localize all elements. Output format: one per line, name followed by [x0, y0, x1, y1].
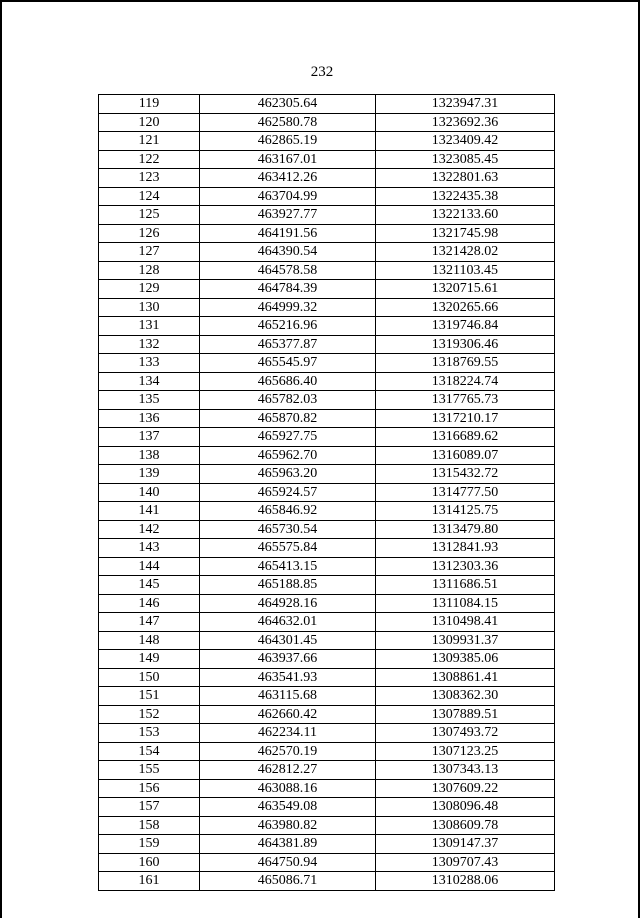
x-coordinate-cell: 464191.56 [200, 224, 376, 243]
y-coordinate-cell: 1307889.51 [376, 705, 555, 724]
point-number-cell: 142 [99, 520, 200, 539]
point-number-cell: 159 [99, 835, 200, 854]
point-number-cell: 131 [99, 317, 200, 336]
x-coordinate-cell: 465575.84 [200, 539, 376, 558]
point-number-cell: 152 [99, 705, 200, 724]
point-number-cell: 125 [99, 206, 200, 225]
table-row [99, 779, 555, 798]
point-number-cell: 139 [99, 465, 200, 484]
y-coordinate-cell: 1309385.06 [376, 650, 555, 669]
point-number-cell: 147 [99, 613, 200, 632]
y-coordinate-cell: 1311084.15 [376, 594, 555, 613]
table-row [99, 317, 555, 336]
table-row [99, 465, 555, 484]
x-coordinate-cell: 465924.57 [200, 483, 376, 502]
x-coordinate-cell: 463980.82 [200, 816, 376, 835]
point-number-cell: 124 [99, 187, 200, 206]
table-row [99, 409, 555, 428]
x-coordinate-cell: 465086.71 [200, 872, 376, 891]
y-coordinate-cell: 1308861.41 [376, 668, 555, 687]
table-row [99, 187, 555, 206]
y-coordinate-cell: 1313479.80 [376, 520, 555, 539]
x-coordinate-cell: 464578.58 [200, 261, 376, 280]
point-number-cell: 132 [99, 335, 200, 354]
point-number-cell: 145 [99, 576, 200, 595]
table-row [99, 594, 555, 613]
table-row [99, 539, 555, 558]
x-coordinate-cell: 463937.66 [200, 650, 376, 669]
table-row [99, 687, 555, 706]
x-coordinate-cell: 463549.08 [200, 798, 376, 817]
table-row [99, 668, 555, 687]
table-row [99, 853, 555, 872]
x-coordinate-cell: 465962.70 [200, 446, 376, 465]
y-coordinate-cell: 1312841.93 [376, 539, 555, 558]
x-coordinate-cell: 463704.99 [200, 187, 376, 206]
point-number-cell: 161 [99, 872, 200, 891]
point-number-cell: 120 [99, 113, 200, 132]
y-coordinate-cell: 1307123.25 [376, 742, 555, 761]
coordinates-table-body [99, 95, 555, 891]
table-row [99, 206, 555, 225]
table-row [99, 613, 555, 632]
point-number-cell: 136 [99, 409, 200, 428]
point-number-cell: 119 [99, 95, 200, 114]
table-row [99, 576, 555, 595]
point-number-cell: 137 [99, 428, 200, 447]
point-number-cell: 129 [99, 280, 200, 299]
point-number-cell: 153 [99, 724, 200, 743]
y-coordinate-cell: 1317210.17 [376, 409, 555, 428]
point-number-cell: 140 [99, 483, 200, 502]
x-coordinate-cell: 462305.64 [200, 95, 376, 114]
y-coordinate-cell: 1323085.45 [376, 150, 555, 169]
y-coordinate-cell: 1308096.48 [376, 798, 555, 817]
x-coordinate-cell: 462812.27 [200, 761, 376, 780]
x-coordinate-cell: 464390.54 [200, 243, 376, 262]
point-number-cell: 143 [99, 539, 200, 558]
y-coordinate-cell: 1323409.42 [376, 132, 555, 151]
point-number-cell: 160 [99, 853, 200, 872]
point-number-cell: 148 [99, 631, 200, 650]
point-number-cell: 135 [99, 391, 200, 410]
point-number-cell: 156 [99, 779, 200, 798]
table-row [99, 557, 555, 576]
table-row [99, 446, 555, 465]
x-coordinate-cell: 463412.26 [200, 169, 376, 188]
y-coordinate-cell: 1320715.61 [376, 280, 555, 299]
y-coordinate-cell: 1314125.75 [376, 502, 555, 521]
y-coordinate-cell: 1307493.72 [376, 724, 555, 743]
x-coordinate-cell: 462234.11 [200, 724, 376, 743]
point-number-cell: 122 [99, 150, 200, 169]
x-coordinate-cell: 463927.77 [200, 206, 376, 225]
x-coordinate-cell: 464750.94 [200, 853, 376, 872]
table-row [99, 761, 555, 780]
y-coordinate-cell: 1318224.74 [376, 372, 555, 391]
table-row [99, 372, 555, 391]
x-coordinate-cell: 465413.15 [200, 557, 376, 576]
table-row [99, 95, 555, 114]
x-coordinate-cell: 463541.93 [200, 668, 376, 687]
table-row [99, 872, 555, 891]
y-coordinate-cell: 1319306.46 [376, 335, 555, 354]
table-row [99, 835, 555, 854]
x-coordinate-cell: 463167.01 [200, 150, 376, 169]
y-coordinate-cell: 1322133.60 [376, 206, 555, 225]
table-row [99, 261, 555, 280]
x-coordinate-cell: 465377.87 [200, 335, 376, 354]
point-number-cell: 151 [99, 687, 200, 706]
y-coordinate-cell: 1307343.13 [376, 761, 555, 780]
x-coordinate-cell: 463115.68 [200, 687, 376, 706]
point-number-cell: 141 [99, 502, 200, 521]
point-number-cell: 130 [99, 298, 200, 317]
x-coordinate-cell: 465730.54 [200, 520, 376, 539]
point-number-cell: 150 [99, 668, 200, 687]
x-coordinate-cell: 464301.45 [200, 631, 376, 650]
table-row [99, 724, 555, 743]
y-coordinate-cell: 1322801.63 [376, 169, 555, 188]
point-number-cell: 128 [99, 261, 200, 280]
table-row [99, 520, 555, 539]
y-coordinate-cell: 1309147.37 [376, 835, 555, 854]
y-coordinate-cell: 1317765.73 [376, 391, 555, 410]
table-row [99, 132, 555, 151]
table-row [99, 705, 555, 724]
x-coordinate-cell: 464999.32 [200, 298, 376, 317]
point-number-cell: 138 [99, 446, 200, 465]
coordinates-table [98, 94, 555, 891]
y-coordinate-cell: 1322435.38 [376, 187, 555, 206]
table-row [99, 650, 555, 669]
y-coordinate-cell: 1323947.31 [376, 95, 555, 114]
table-row [99, 631, 555, 650]
x-coordinate-cell: 462865.19 [200, 132, 376, 151]
page-number: 232 [310, 64, 334, 80]
y-coordinate-cell: 1321745.98 [376, 224, 555, 243]
y-coordinate-cell: 1318769.55 [376, 354, 555, 373]
y-coordinate-cell: 1308362.30 [376, 687, 555, 706]
point-number-cell: 155 [99, 761, 200, 780]
table-row [99, 428, 555, 447]
y-coordinate-cell: 1315432.72 [376, 465, 555, 484]
table-row [99, 113, 555, 132]
table-row [99, 150, 555, 169]
table-row [99, 816, 555, 835]
x-coordinate-cell: 464381.89 [200, 835, 376, 854]
point-number-cell: 127 [99, 243, 200, 262]
x-coordinate-cell: 465870.82 [200, 409, 376, 428]
point-number-cell: 144 [99, 557, 200, 576]
x-coordinate-cell: 462660.42 [200, 705, 376, 724]
x-coordinate-cell: 464928.16 [200, 594, 376, 613]
y-coordinate-cell: 1316689.62 [376, 428, 555, 447]
y-coordinate-cell: 1320265.66 [376, 298, 555, 317]
table-row [99, 742, 555, 761]
x-coordinate-cell: 462570.19 [200, 742, 376, 761]
point-number-cell: 149 [99, 650, 200, 669]
point-number-cell: 133 [99, 354, 200, 373]
point-number-cell: 134 [99, 372, 200, 391]
table-row [99, 169, 555, 188]
table-row [99, 280, 555, 299]
table-row [99, 224, 555, 243]
x-coordinate-cell: 465782.03 [200, 391, 376, 410]
table-row [99, 798, 555, 817]
y-coordinate-cell: 1309931.37 [376, 631, 555, 650]
point-number-cell: 154 [99, 742, 200, 761]
y-coordinate-cell: 1321103.45 [376, 261, 555, 280]
table-row [99, 335, 555, 354]
x-coordinate-cell: 463088.16 [200, 779, 376, 798]
y-coordinate-cell: 1323692.36 [376, 113, 555, 132]
y-coordinate-cell: 1319746.84 [376, 317, 555, 336]
x-coordinate-cell: 465216.96 [200, 317, 376, 336]
y-coordinate-cell: 1312303.36 [376, 557, 555, 576]
y-coordinate-cell: 1314777.50 [376, 483, 555, 502]
table-row [99, 243, 555, 262]
x-coordinate-cell: 465846.92 [200, 502, 376, 521]
x-coordinate-cell: 465927.75 [200, 428, 376, 447]
y-coordinate-cell: 1307609.22 [376, 779, 555, 798]
y-coordinate-cell: 1309707.43 [376, 853, 555, 872]
x-coordinate-cell: 465963.20 [200, 465, 376, 484]
y-coordinate-cell: 1311686.51 [376, 576, 555, 595]
point-number-cell: 126 [99, 224, 200, 243]
table-row [99, 391, 555, 410]
point-number-cell: 157 [99, 798, 200, 817]
point-number-cell: 123 [99, 169, 200, 188]
y-coordinate-cell: 1316089.07 [376, 446, 555, 465]
x-coordinate-cell: 465686.40 [200, 372, 376, 391]
table-row [99, 483, 555, 502]
table-row [99, 354, 555, 373]
x-coordinate-cell: 464784.39 [200, 280, 376, 299]
x-coordinate-cell: 465545.97 [200, 354, 376, 373]
x-coordinate-cell: 465188.85 [200, 576, 376, 595]
table-row [99, 298, 555, 317]
y-coordinate-cell: 1310288.06 [376, 872, 555, 891]
point-number-cell: 158 [99, 816, 200, 835]
y-coordinate-cell: 1310498.41 [376, 613, 555, 632]
y-coordinate-cell: 1308609.78 [376, 816, 555, 835]
x-coordinate-cell: 464632.01 [200, 613, 376, 632]
table-row [99, 502, 555, 521]
y-coordinate-cell: 1321428.02 [376, 243, 555, 262]
point-number-cell: 121 [99, 132, 200, 151]
point-number-cell: 146 [99, 594, 200, 613]
x-coordinate-cell: 462580.78 [200, 113, 376, 132]
